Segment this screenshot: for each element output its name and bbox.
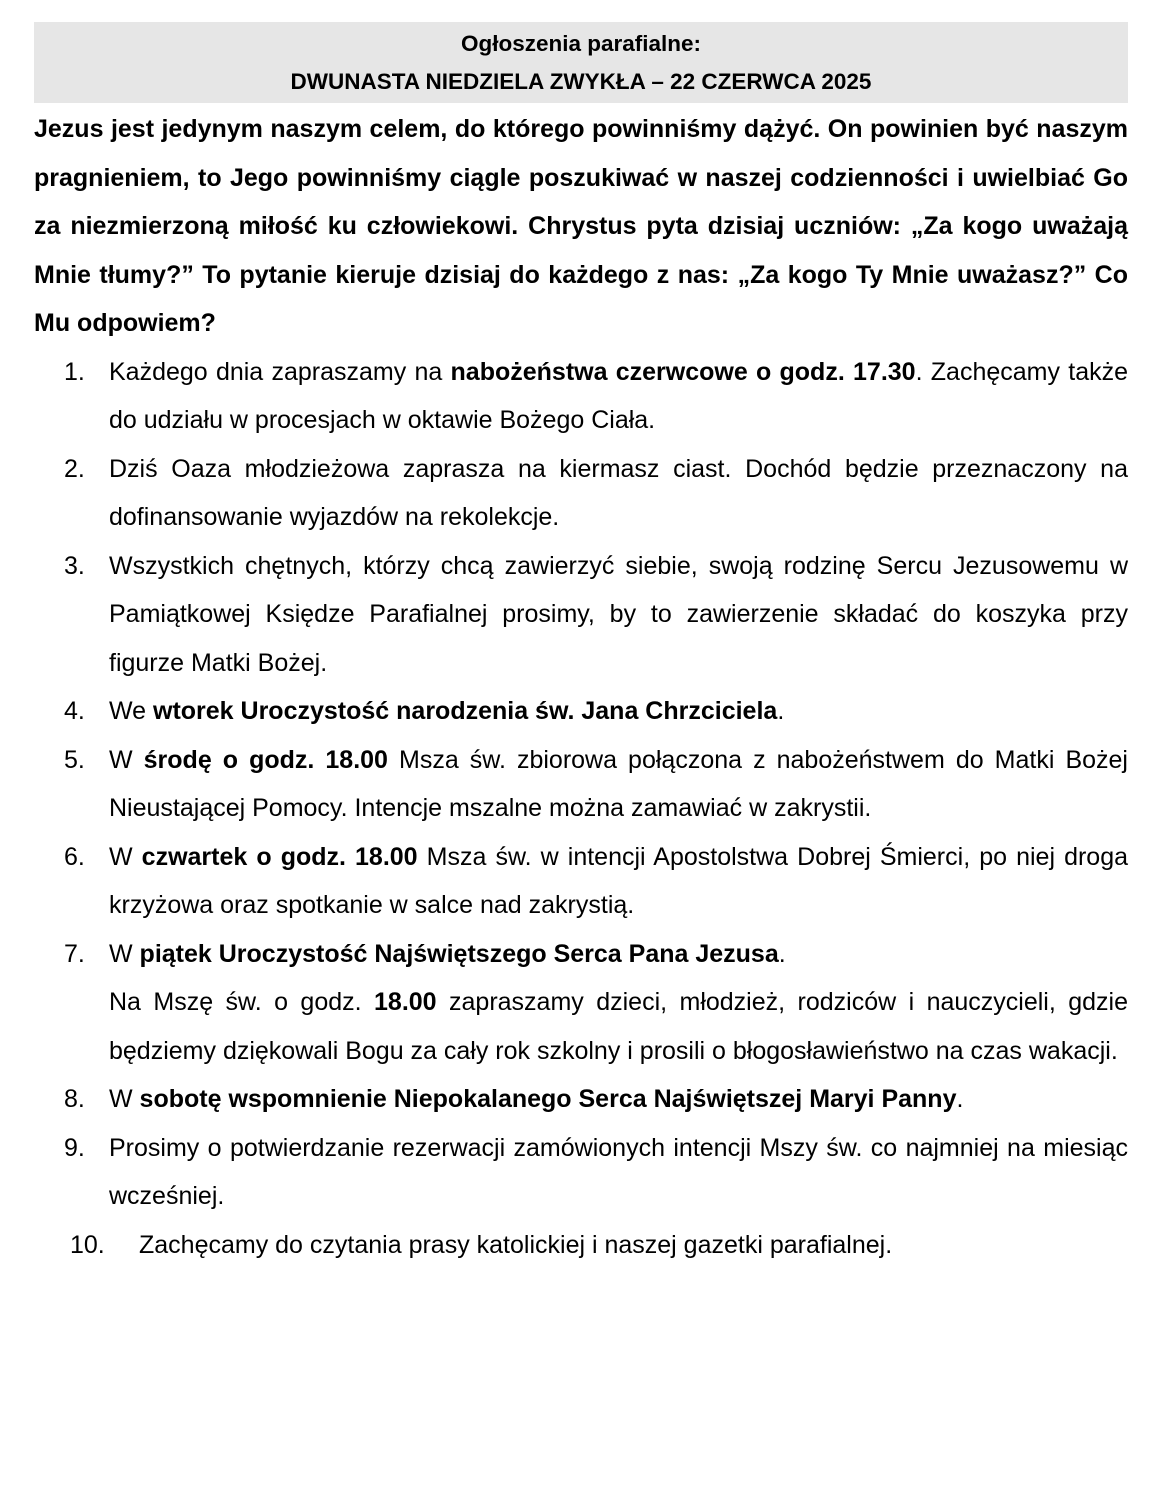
item-text: W [109, 842, 142, 871]
item-text: Dziś Oaza młodzieżowa zaprasza na kiermasz ciast. Dochód będzie przeznaczony na dofinansowanie wyjazdów na rekolekcje. [109, 454, 1128, 531]
item-number: 8. [64, 1085, 85, 1113]
item-number: 7. [64, 939, 85, 968]
item-text: Każdego dnia zapraszamy na [109, 357, 451, 386]
item-bold-text: środę o godz. 18.00 [143, 745, 388, 774]
list-item [34, 1124, 1128, 1221]
item-number: 10. [70, 1230, 105, 1259]
item-text: Zachęcamy do czytania prasy katolickiej i naszej gazetki parafialnej. [139, 1230, 893, 1259]
item-text: We [109, 697, 153, 725]
item-bold-text: czwartek o godz. 18.00 [141, 842, 418, 871]
item-number: 1. [64, 357, 85, 386]
list-item [34, 348, 1128, 445]
item-number: 6. [64, 842, 85, 871]
intro-paragraph: Jezus jest jedynym naszym celem, do którego powinniśmy dążyć. On powinien być naszym pragnieniem, to Jego powinniśmy ciągle poszukiwać w naszej codzienności i uwielbiać Go za niezmierzoną miłość ku człowiekowi. Chrystus pyta dzisiaj uczniów: „Za kogo uważają Mnie tłumy?” To pytanie kieruje dzisiaj do każdego z nas: „Za kogo Ty Mnie uważasz?” Co Mu odpowiem? [34, 115, 1128, 337]
item-number: 9. [64, 1133, 85, 1162]
header-subtitle: DWUNASTA NIEDZIELA ZWYKŁA – 22 CZERWCA 2025 [290, 69, 872, 94]
announcement-list [34, 348, 1128, 1270]
item-bold-text: nabożeństwa czerwcowe o godz. 17.30 [450, 357, 916, 386]
list-item [34, 1221, 1128, 1270]
header-banner [34, 22, 1128, 103]
list-item [34, 833, 1128, 930]
header-title: Ogłoszenia parafialne: [460, 31, 702, 56]
item-text: W [109, 939, 140, 968]
item-text: Msza św. zbiorowa połączona z nabożeństwem do Matki Bożej Nieustającej Pomocy. Intencje mszalne można zamawiać w zakrystii. [109, 745, 1128, 822]
item-bold-text: wtorek Uroczystość narodzenia św. Jana Chrzciciela [153, 697, 778, 725]
item-text: W [109, 1085, 140, 1113]
item-text: zapraszamy dzieci, młodzież, rodziców i nauczycieli, gdzie będziemy dziękowali Bogu za cały rok szkolny i prosili o błogosławieństwo na czas wakacji. [109, 988, 1128, 1065]
list-item [34, 542, 1128, 688]
item-bold-text: sobotę wspomnienie Niepokalanego Serca Najświętszej Maryi Panny [139, 1085, 957, 1113]
item-text: . [778, 939, 786, 968]
item-text: W [109, 745, 144, 774]
item-bold-text: piątek Uroczystość Najświętszego Serca Pana Jezusa [139, 939, 779, 968]
item-text: . [956, 1085, 964, 1113]
item-number: 2. [64, 454, 85, 483]
item-bold-text: 18.00 [374, 988, 437, 1016]
list-item [34, 1075, 1128, 1124]
list-item [34, 930, 1128, 1076]
item-text: Na Mszę św. o godz. [109, 988, 375, 1016]
item-number: 5. [64, 745, 85, 774]
item-text: Prosimy o potwierdzanie rezerwacji zamówionych intencji Mszy św. co najmniej na miesiąc wcześniej. [109, 1133, 1128, 1210]
list-item [34, 687, 1128, 736]
item-text: Msza św. w intencji Apostolstwa Dobrej Śmierci, po niej droga krzyżowa oraz spotkanie w salce nad zakrystią. [109, 842, 1129, 919]
item-continuation [109, 978, 1128, 1075]
item-number: 3. [64, 551, 85, 580]
item-number: 4. [64, 697, 85, 725]
item-text: . Zachęcamy także do udziału w procesjach w oktawie Bożego Ciała. [109, 357, 1128, 434]
item-text: . [777, 697, 785, 725]
announcement-page [34, 22, 1128, 1269]
item-text: Wszystkich chętnych, którzy chcą zawierzyć siebie, swoją rodzinę Sercu Jezusowemu w Pamiątkowej Księdze Parafialnej prosimy, by to zawierzenie składać do koszyka przy figurze Matki Bożej. [109, 551, 1128, 677]
list-item [34, 736, 1128, 833]
list-item [34, 445, 1128, 542]
